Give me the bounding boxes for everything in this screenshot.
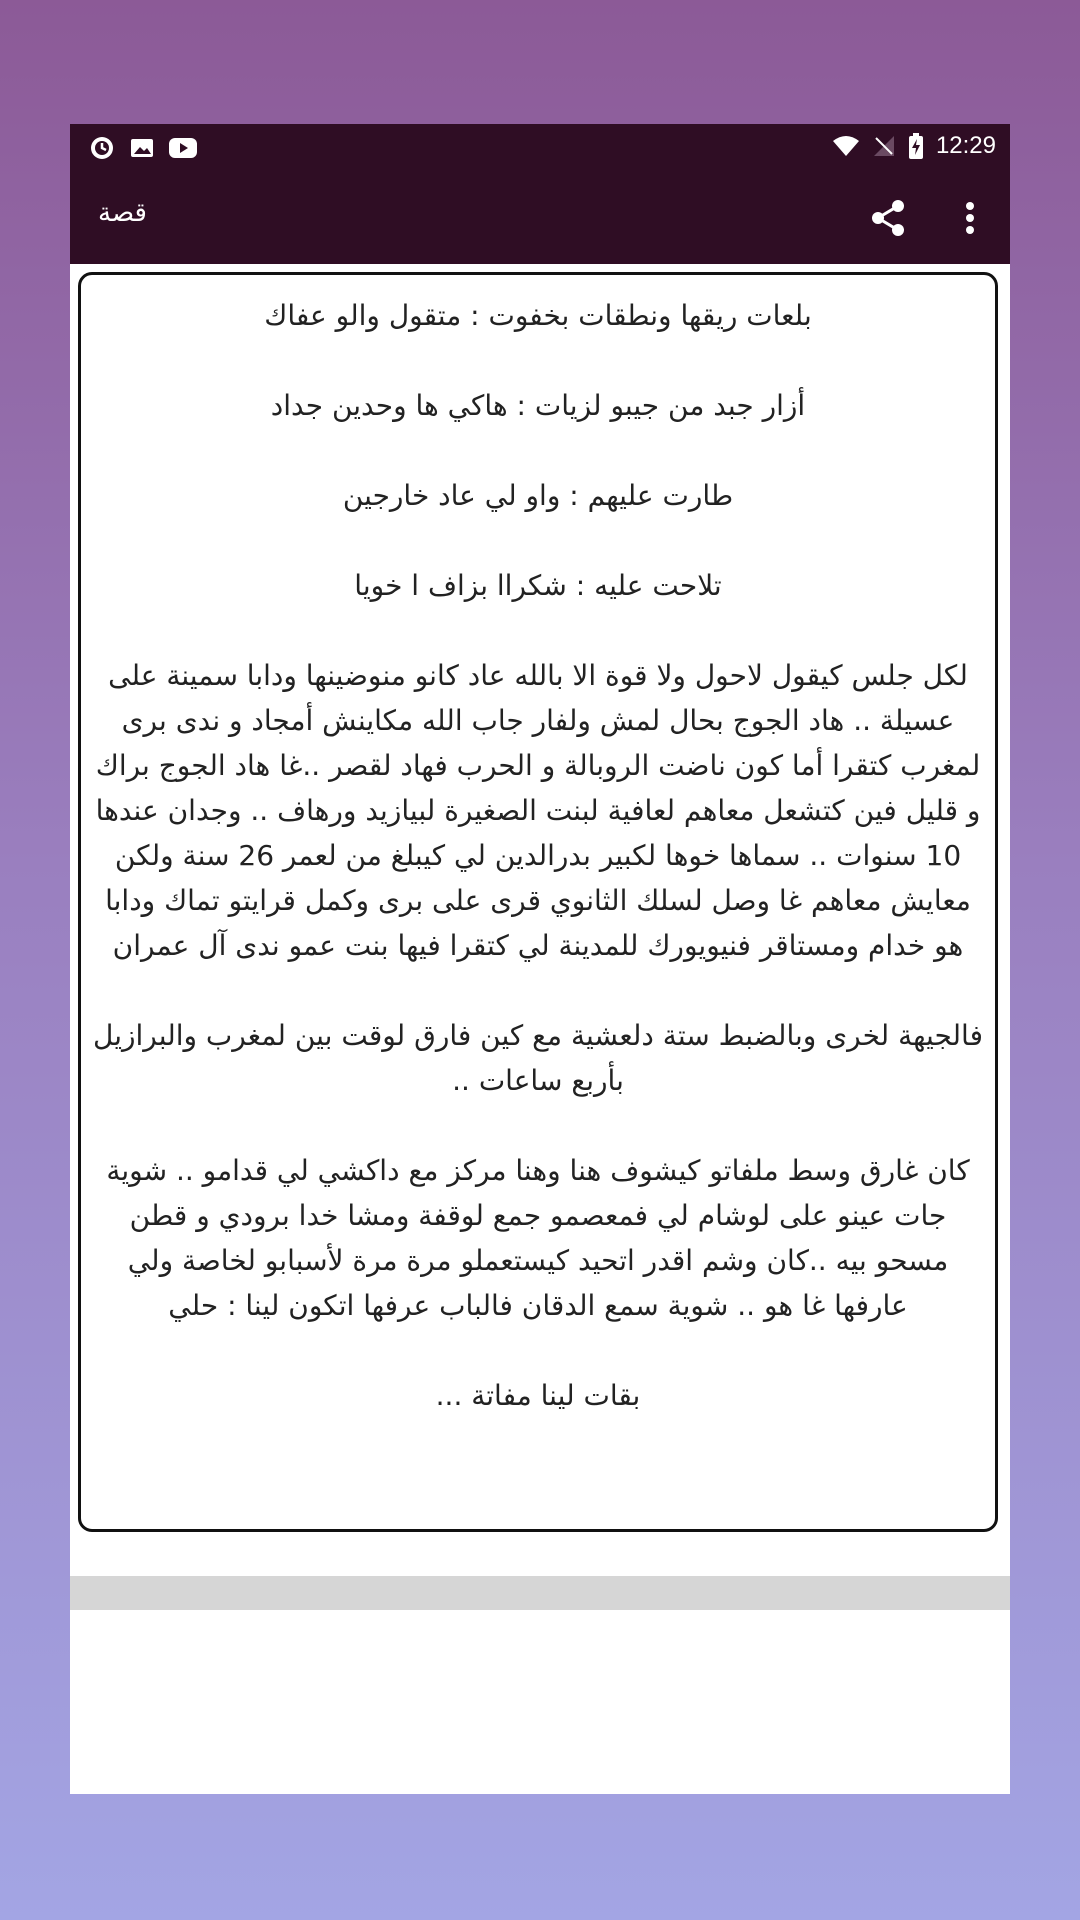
no-signal-icon <box>872 134 896 158</box>
story-paragraph: فالجيهة لخرى وبالضبط ستة دلعشية مع كين فارق لوقت بين لمغرب والبرازيل بأربع ساعات .. <box>93 1019 983 1097</box>
toolbar-actions <box>866 196 992 240</box>
timer-icon <box>88 134 116 162</box>
more-options-button[interactable] <box>948 196 992 240</box>
story-paragraph: بلعات ريقها ونطقات بخفوت : متقول والو عفاك <box>264 299 812 332</box>
ad-banner-placeholder <box>70 1576 1010 1610</box>
story-paragraph: كان غارق وسط ملفاتو كيشوف هنا وهنا مركز مع داكشي لي قدامو .. شوية جات عينو على لوشام لي فمعصمو جمع لوقفة ومشا خدا برودي و قطن مسحو بيه ..كان وشم اقدر اتحيد كيستعملو مرة مرة لأسبابو لخاصة ولي عارفها غا هو .. شوية سمع الدقان فالباب عرفها اتكون لينا : حلي <box>106 1154 970 1322</box>
story-text <box>81 275 995 1418</box>
story-paragraph: أزار جبد من جيبو لزيات : هاكي ها وحدين جداد <box>270 389 806 422</box>
story-paragraph: طارت عليهم : واو لي عاد خارجين <box>342 479 734 512</box>
more-vert-icon <box>965 201 975 235</box>
battery-charging-icon <box>908 133 924 159</box>
status-time: 12:29 <box>935 132 996 159</box>
image-icon <box>130 137 154 159</box>
phone-screen <box>70 124 1010 1794</box>
story-paragraph: تلاحت عليه : شكراا بزاف ا خويا <box>354 569 722 602</box>
share-button[interactable] <box>866 196 910 240</box>
share-icon <box>870 199 906 237</box>
app-toolbar <box>70 176 1010 264</box>
wifi-icon <box>832 134 860 158</box>
status-bar <box>70 124 1010 176</box>
story-paragraph: بقات لينا مفاتة ... <box>435 1379 641 1412</box>
story-paragraph: لكل جلس كيقول لاحول ولا قوة الا بالله عاد كانو منوضينها ودابا سمينة على عسيلة .. هاد الجوج بحال لمش ولفار جاب الله مكاينش أمجاد و ندى برى لمغرب كتقرا أما كون ناضت الروبالة و الحرب فهاد لقصر ..غا هاد الجوج براك و قليل فين كتشعل معاهم لعافية لبنت الصغيرة لبيازيد ورهاف .. وجدان عندها 10 سنوات .. سماها خوها لكبير بدرالدين لي كيبلغ من لعمر 26 سنة ولكن معايش معاهم غا وصل لسلك الثانوي قرى على برى وكمل قرايتو تماك ودابا هو خدام ومستاقر فنيويورك للمدينة لي كتقرا فيها بنت عمو ندى آل عمران <box>95 659 981 962</box>
status-left-icons <box>88 134 198 162</box>
youtube-icon <box>168 136 198 160</box>
story-text-box[interactable] <box>78 272 998 1532</box>
toolbar-title: قصة <box>98 198 147 228</box>
status-right-icons <box>832 132 996 160</box>
